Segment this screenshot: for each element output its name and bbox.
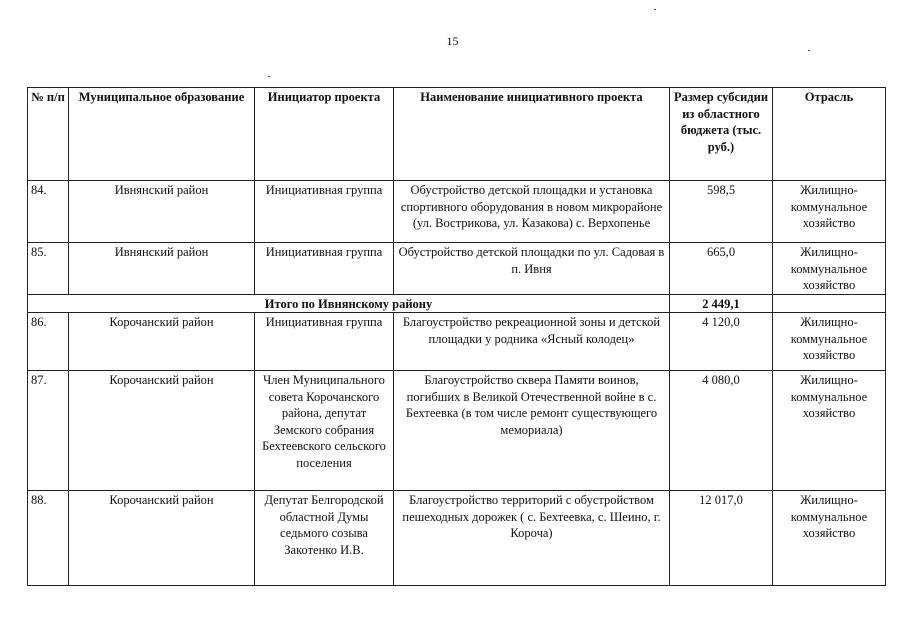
row-number: 87.	[28, 371, 69, 491]
header-subsidy: Размер субсидии из областного бюджета (тыс. руб.)	[670, 88, 773, 181]
row-subsidy: 12 017,0	[670, 491, 773, 586]
row-municipality: Корочанский район	[69, 371, 255, 491]
subtotal-amount: 2 449,1	[670, 294, 773, 313]
row-number: 85.	[28, 243, 69, 295]
row-subsidy: 598,5	[670, 181, 773, 243]
subtotal-row	[28, 294, 886, 313]
header-municipality: Муниципальное образование	[69, 88, 255, 181]
table-row	[28, 313, 886, 371]
row-number: 86.	[28, 313, 69, 371]
row-subsidy: 665,0	[670, 243, 773, 295]
table-row	[28, 371, 886, 491]
row-municipality: Ивнянский район	[69, 243, 255, 295]
row-industry: Жилищно-коммунальное хозяйство	[773, 313, 886, 371]
row-initiator: Инициативная группа	[255, 181, 394, 243]
row-municipality: Корочанский район	[69, 491, 255, 586]
row-project: Обустройство детской площадки по ул. Садовая в п. Ивня	[394, 243, 670, 295]
row-project: Благоустройство рекреационной зоны и детской площадки у родника «Ясный колодец»	[394, 313, 670, 371]
row-initiator: Депутат Белгородской областной Думы седьмого созыва Закотенко И.В.	[255, 491, 394, 586]
table-row	[28, 491, 886, 586]
row-municipality: Ивнянский район	[69, 181, 255, 243]
header-industry: Отрасль	[773, 88, 886, 181]
subtotal-empty-cell	[773, 294, 886, 313]
row-project: Обустройство детской площадки и установка спортивного оборудования в новом микрорайоне (ул. Вострикова, ул. Казакова) с. Верхопенье	[394, 181, 670, 243]
header-initiator: Инициатор проекта	[255, 88, 394, 181]
subsidy-table	[27, 87, 886, 586]
row-municipality: Корочанский район	[69, 313, 255, 371]
scan-speck	[268, 76, 270, 77]
row-subsidy: 4 120,0	[670, 313, 773, 371]
row-project: Благоустройство территорий с обустройством пешеходных дорожек ( с. Бехтеевка, с. Шеино, г. Короча)	[394, 491, 670, 586]
row-industry: Жилищно-коммунальное хозяйство	[773, 243, 886, 295]
table-row	[28, 243, 886, 295]
row-initiator: Инициативная группа	[255, 313, 394, 371]
header-num: № п/п	[28, 88, 69, 181]
table-row	[28, 181, 886, 243]
row-number: 88.	[28, 491, 69, 586]
scan-speck	[654, 9, 656, 10]
row-initiator: Инициативная группа	[255, 243, 394, 295]
table-header-row	[28, 88, 886, 181]
header-project: Наименование инициативного проекта	[394, 88, 670, 181]
subtotal-label: Итого по Ивнянскому району	[28, 294, 670, 313]
row-project: Благоустройство сквера Памяти воинов, погибших в Великой Отечественной войне в с. Бехтеевка (в том числе ремонт существующего мемориала)	[394, 371, 670, 491]
page-number: 15	[446, 34, 459, 48]
scan-speck	[808, 50, 810, 51]
row-industry: Жилищно-коммунальное хозяйство	[773, 181, 886, 243]
row-initiator: Член Муниципального совета Корочанского района, депутат Земского собрания Бехтеевского сельского поселения	[255, 371, 394, 491]
row-number: 84.	[28, 181, 69, 243]
row-industry: Жилищно-коммунальное хозяйство	[773, 491, 886, 586]
row-industry: Жилищно-коммунальное хозяйство	[773, 371, 886, 491]
row-subsidy: 4 080,0	[670, 371, 773, 491]
